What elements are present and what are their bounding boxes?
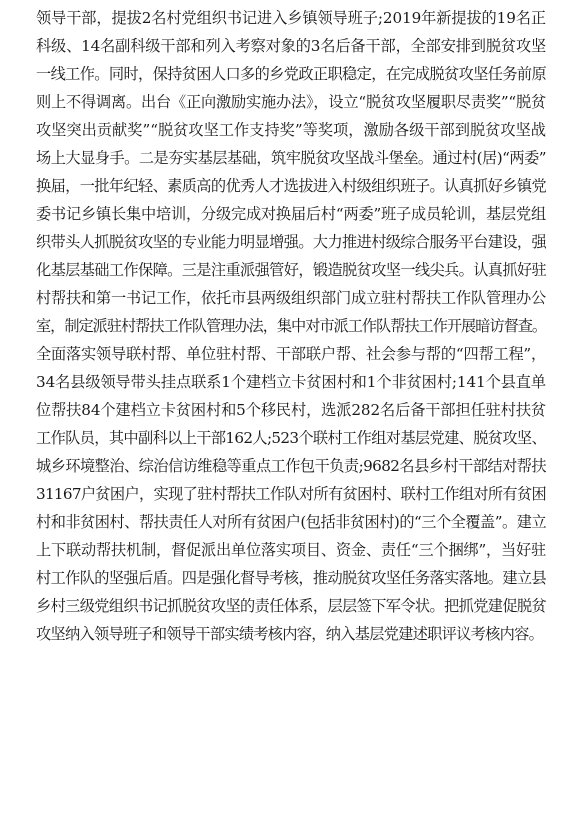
text-line: 领导干部，提拔2名村党组织书记进入乡镇领导班子;2019年新提拔的19名正 <box>36 9 546 27</box>
text-line: 村工作队的坚强后盾。四是强化督导考核，推动脱贫攻坚任务落实落地。建立县 <box>36 569 546 587</box>
text-line: 34名县级领导带头挂点联系1个建档立卡贫困村和1个非贫困村;141个县直单 <box>36 373 546 391</box>
text-line: 一线工作。同时，保持贫困人口多的乡党政正职稳定，在完成脱贫攻坚任务前原 <box>36 65 546 83</box>
text-line: 委书记乡镇长集中培训，分级完成对换届后村“两委”班子成员轮训，基层党组 <box>36 205 546 223</box>
text-line: 攻坚突出贡献奖”“脱贫攻坚工作支持奖”等奖项，激励各级干部到脱贫攻坚战 <box>36 121 546 139</box>
text-line: 场上大显身手。二是夯实基层基础，筑牢脱贫攻坚战斗堡垒。通过村(居)“两委” <box>36 149 547 167</box>
text-line: 全面落实领导联村帮、单位驻村帮、干部联户帮、社会参与帮的“四帮工程”， <box>36 345 546 363</box>
text-line: 科级、14名副科级干部和列入考察对象的3名后备干部，全部安排到脱贫攻坚 <box>36 37 546 55</box>
body-paragraph <box>36 4 546 648</box>
text-line: 上下联动帮扶机制，督促派出单位落实项目、资金、责任“三个捆绑”，当好驻 <box>36 541 546 559</box>
text-line: 村帮扶和第一书记工作，依托市县两级组织部门成立驻村帮扶工作队管理办公 <box>36 289 546 307</box>
text-line: 村和非贫困村、帮扶责任人对所有贫困户(包括非贫困村)的“三个全覆盖”。建立 <box>36 513 547 531</box>
text-line: 化基层基础工作保障。三是注重派强管好，锻造脱贫攻坚一线尖兵。认真抓好驻 <box>36 261 546 279</box>
text-line: 城乡环境整治、综治信访维稳等重点工作包干负责;9682名县乡村干部结对帮扶 <box>36 457 546 475</box>
text-line: 室，制定派驻村帮扶工作队管理办法，集中对市派工作队帮扶工作开展暗访督查。 <box>36 317 546 335</box>
text-line: 31167户贫困户，实现了驻村帮扶工作队对所有贫困村、联村工作组对所有贫困 <box>36 485 546 503</box>
text-line: 工作队员，其中副科以上干部162人;523个联村工作组对基层党建、脱贫攻坚、 <box>36 429 546 447</box>
text-line: 换届，一批年纪轻、素质高的优秀人才选拔进入村级组织班子。认真抓好乡镇党 <box>36 177 546 195</box>
text-line: 攻坚纳入领导班子和领导干部实绩考核内容，纳入基层党建述职评议考核内容。 <box>36 625 544 643</box>
text-line: 则上不得调离。出台《正向激励实施办法》，设立“脱贫攻坚履职尽责奖”“脱贫 <box>36 93 546 111</box>
text-line: 乡村三级党组织书记抓脱贫攻坚的责任体系，层层签下军令状。把抓党建促脱贫 <box>36 597 546 615</box>
text-line: 织带头人抓脱贫攻坚的专业能力明显增强。大力推进村级综合服务平台建设，强 <box>36 233 546 251</box>
text-line: 位帮扶84个建档立卡贫困村和5个移民村，选派282名后备干部担任驻村扶贫 <box>36 401 547 419</box>
